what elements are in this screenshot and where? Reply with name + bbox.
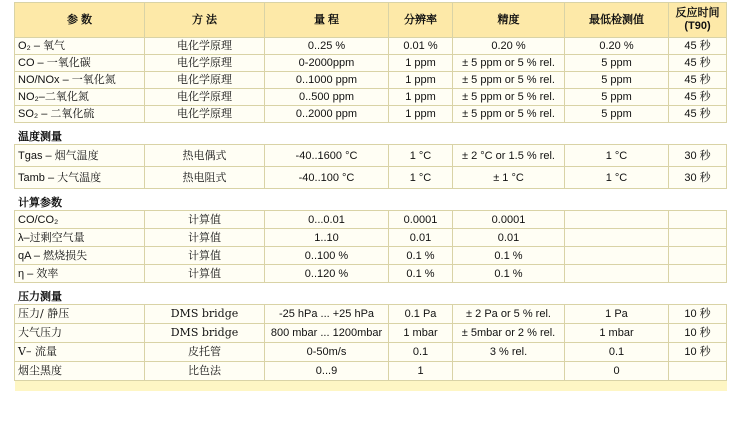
cell-response-time: 30 秒 <box>669 145 727 167</box>
cell-accuracy: 3 % rel. <box>453 343 565 362</box>
cell-min-detect: 1 °C <box>565 167 669 189</box>
table-row <box>15 55 727 72</box>
cell-method: 计算值 <box>145 247 265 265</box>
header-accuracy: 精度 <box>453 3 565 38</box>
cell-accuracy: ± 2 Pa or 5 % rel. <box>453 305 565 324</box>
table-row <box>15 38 727 55</box>
cell-min-detect: 5 ppm <box>565 106 669 123</box>
cell-method: 热电偶式 <box>145 145 265 167</box>
table-row <box>15 229 727 247</box>
cell-min-detect: 1 Pa <box>565 305 669 324</box>
cell-min-detect: 5 ppm <box>565 72 669 89</box>
table-row <box>15 305 727 324</box>
header-range: 量 程 <box>265 3 389 38</box>
cell-accuracy: 0.0001 <box>453 211 565 229</box>
table-row <box>15 324 727 343</box>
cell-method: 计算值 <box>145 229 265 247</box>
cell-resolution: 0.0001 <box>389 211 453 229</box>
cell-method: 电化学原理 <box>145 89 265 106</box>
cell-response-time: 45 秒 <box>669 38 727 55</box>
cell-accuracy: ± 5 ppm or 5 % rel. <box>453 106 565 123</box>
table-row <box>15 265 727 283</box>
cell-response-time: 10 秒 <box>669 305 727 324</box>
cell-range: 0-50m/s <box>265 343 389 362</box>
cell-accuracy: ± 5 ppm or 5 % rel. <box>453 72 565 89</box>
cell-method: 电化学原理 <box>145 55 265 72</box>
cell-accuracy: ± 5mbar or 2 % rel. <box>453 324 565 343</box>
table-row <box>15 247 727 265</box>
table-row <box>15 343 727 362</box>
cell-method: 电化学原理 <box>145 72 265 89</box>
cell-resolution: 1 ppm <box>389 55 453 72</box>
cell-range: 0-2000ppm <box>265 55 389 72</box>
cell-resolution: 1 °C <box>389 167 453 189</box>
table-row <box>15 211 727 229</box>
cell-method: 计算值 <box>145 265 265 283</box>
cell-min-detect: 0.1 <box>565 343 669 362</box>
cell-param: 压力/ 静压 <box>15 305 145 324</box>
cell-range: 1..10 <box>265 229 389 247</box>
header-min-detect: 最低检测值 <box>565 3 669 38</box>
section-row <box>15 189 727 211</box>
cell-response-time <box>669 265 727 283</box>
cell-accuracy: ± 1 °C <box>453 167 565 189</box>
table-row <box>15 89 727 106</box>
cell-response-time: 45 秒 <box>669 106 727 123</box>
cell-response-time: 10 秒 <box>669 324 727 343</box>
cell-range: 0...9 <box>265 362 389 381</box>
header-row <box>15 3 727 38</box>
cell-param: λ–过剩空气量 <box>15 229 145 247</box>
footer-bar <box>15 381 727 391</box>
cell-resolution: 0.1 % <box>389 265 453 283</box>
cell-response-time: 45 秒 <box>669 72 727 89</box>
cell-range: -25 hPa ... +25 hPa <box>265 305 389 324</box>
cell-method: DMS bridge <box>145 324 265 343</box>
cell-response-time: 30 秒 <box>669 167 727 189</box>
spec-body <box>15 38 727 381</box>
cell-param: CO – 一氧化碳 <box>15 55 145 72</box>
cell-response-time <box>669 211 727 229</box>
cell-method: 比色法 <box>145 362 265 381</box>
cell-accuracy <box>453 362 565 381</box>
cell-min-detect: 0.20 % <box>565 38 669 55</box>
cell-method: 电化学原理 <box>145 38 265 55</box>
cell-param: 烟尘黑度 <box>15 362 145 381</box>
cell-param: qA – 燃烧损失 <box>15 247 145 265</box>
cell-min-detect: 5 ppm <box>565 55 669 72</box>
cell-accuracy: 0.01 <box>453 229 565 247</box>
cell-param: Tgas – 烟气温度 <box>15 145 145 167</box>
cell-min-detect: 5 ppm <box>565 89 669 106</box>
cell-min-detect <box>565 265 669 283</box>
cell-resolution: 0.1 Pa <box>389 305 453 324</box>
cell-response-time: 10 秒 <box>669 343 727 362</box>
cell-response-time <box>669 229 727 247</box>
cell-resolution: 0.1 % <box>389 247 453 265</box>
cell-range: 0...0.01 <box>265 211 389 229</box>
section-title: 计算参数 <box>15 189 727 211</box>
cell-param: 大气压力 <box>15 324 145 343</box>
cell-accuracy: 0.1 % <box>453 247 565 265</box>
cell-param: SO₂ – 二氧化硫 <box>15 106 145 123</box>
table-row <box>15 72 727 89</box>
cell-resolution: 0.01 <box>389 229 453 247</box>
cell-min-detect <box>565 229 669 247</box>
section-row <box>15 123 727 145</box>
section-title: 压力测量 <box>15 283 727 305</box>
cell-min-detect: 1 mbar <box>565 324 669 343</box>
table-row <box>15 167 727 189</box>
table-row <box>15 362 727 381</box>
cell-response-time <box>669 362 727 381</box>
cell-method: 计算值 <box>145 211 265 229</box>
cell-param: Tamb – 大气温度 <box>15 167 145 189</box>
cell-range: -40..100 °C <box>265 167 389 189</box>
cell-resolution: 1 ppm <box>389 106 453 123</box>
cell-min-detect: 1 °C <box>565 145 669 167</box>
cell-resolution: 1 mbar <box>389 324 453 343</box>
cell-resolution: 0.1 <box>389 343 453 362</box>
cell-accuracy: ± 5 ppm or 5 % rel. <box>453 55 565 72</box>
cell-param: O₂ – 氧气 <box>15 38 145 55</box>
cell-param: NO₂–二氧化氮 <box>15 89 145 106</box>
cell-min-detect <box>565 211 669 229</box>
cell-param: V– 流量 <box>15 343 145 362</box>
cell-range: 0..1000 ppm <box>265 72 389 89</box>
cell-accuracy: ± 2 °C or 1.5 % rel. <box>453 145 565 167</box>
cell-min-detect <box>565 247 669 265</box>
cell-range: 800 mbar ... 1200mbar <box>265 324 389 343</box>
cell-range: -40..1600 °C <box>265 145 389 167</box>
table-row <box>15 145 727 167</box>
cell-method: DMS bridge <box>145 305 265 324</box>
header-param: 参 数 <box>15 3 145 38</box>
cell-response-time: 45 秒 <box>669 89 727 106</box>
cell-method: 热电阻式 <box>145 167 265 189</box>
header-response-time: 反应时间 (T90) <box>669 3 727 38</box>
table-row <box>15 106 727 123</box>
spec-sheet <box>14 2 726 426</box>
cell-param: CO/CO₂ <box>15 211 145 229</box>
cell-response-time: 45 秒 <box>669 55 727 72</box>
cell-param: NO/NOx – 一氧化氮 <box>15 72 145 89</box>
cell-resolution: 1 ppm <box>389 72 453 89</box>
cell-min-detect: 0 <box>565 362 669 381</box>
spec-table <box>14 2 727 391</box>
cell-resolution: 0.01 % <box>389 38 453 55</box>
cell-param: η – 效率 <box>15 265 145 283</box>
cell-resolution: 1 <box>389 362 453 381</box>
header-resolution: 分辨率 <box>389 3 453 38</box>
cell-range: 0..500 ppm <box>265 89 389 106</box>
header-method: 方 法 <box>145 3 265 38</box>
cell-range: 0..100 % <box>265 247 389 265</box>
cell-resolution: 1 °C <box>389 145 453 167</box>
cell-range: 0..2000 ppm <box>265 106 389 123</box>
cell-accuracy: 0.1 % <box>453 265 565 283</box>
cell-method: 皮托管 <box>145 343 265 362</box>
cell-accuracy: 0.20 % <box>453 38 565 55</box>
cell-range: 0..120 % <box>265 265 389 283</box>
cell-accuracy: ± 5 ppm or 5 % rel. <box>453 89 565 106</box>
section-row <box>15 283 727 305</box>
cell-resolution: 1 ppm <box>389 89 453 106</box>
cell-response-time <box>669 247 727 265</box>
section-title: 温度测量 <box>15 123 727 145</box>
cell-method: 电化学原理 <box>145 106 265 123</box>
cell-range: 0..25 % <box>265 38 389 55</box>
